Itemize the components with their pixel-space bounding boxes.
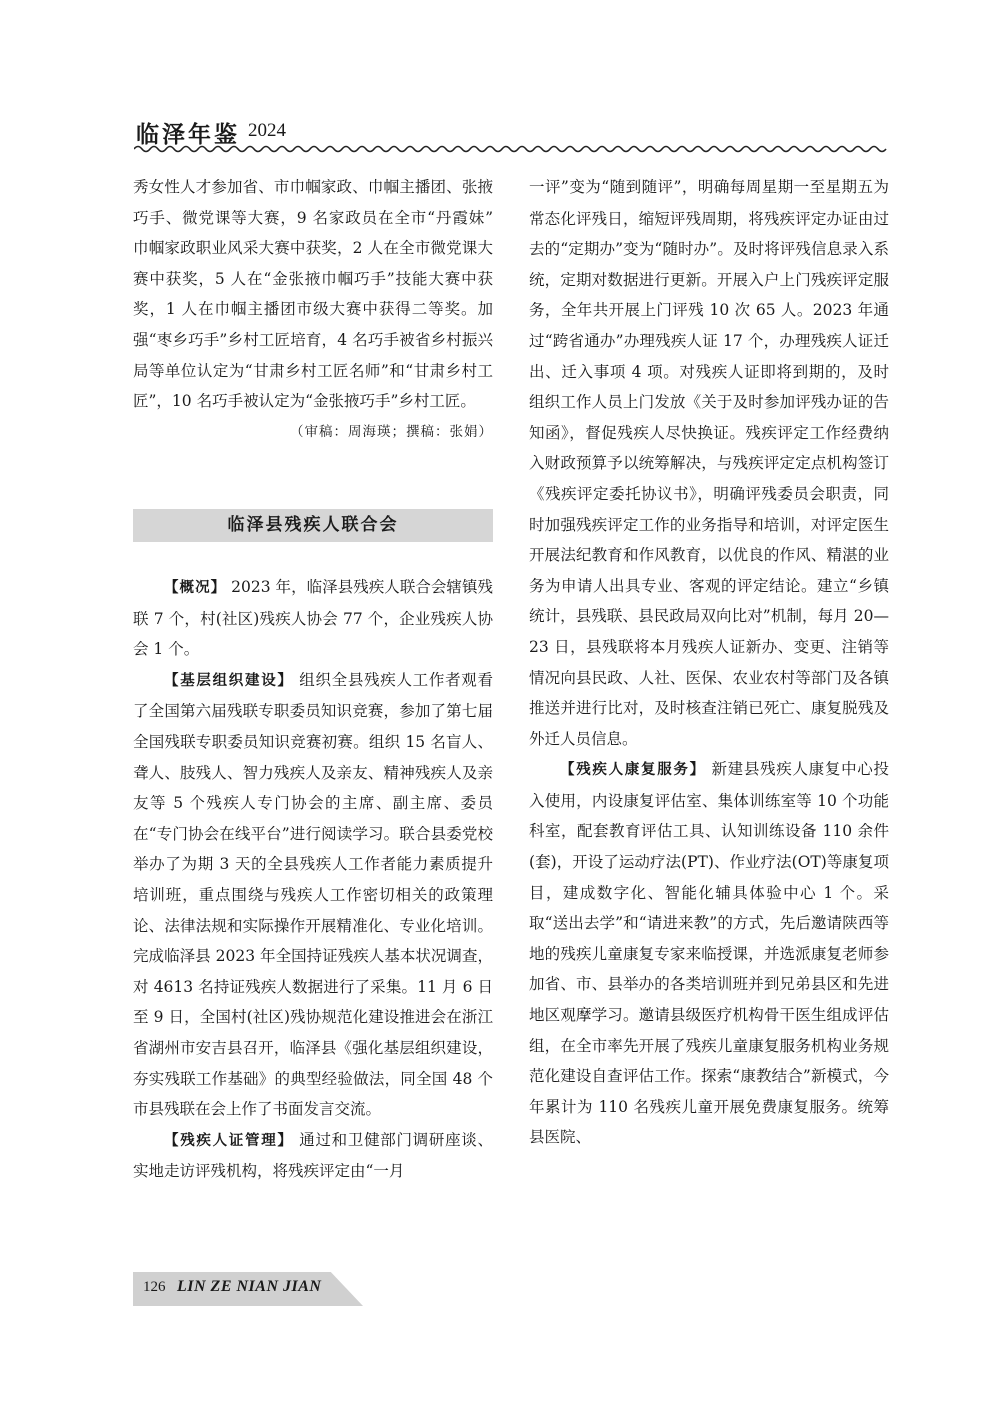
page-number: 126 (143, 1279, 166, 1295)
tag-rehab: 【残疾人康复服务】 (560, 762, 706, 779)
left-column-top (133, 172, 493, 447)
right-column (529, 172, 889, 1153)
paragraph-certificate (133, 1125, 493, 1187)
tag-overview: 【概况】 (164, 580, 227, 596)
paragraph-certificate-cont (529, 172, 889, 754)
text-grassroots: 组织全县残疾人工作者观看了全国第六届残联专职委员知识竞赛，参加了第七届全国残联专职委员知识竞赛初赛。组织 15 名盲人、聋人、肢残人、智力残疾人及亲友、精神残疾人及亲友等 5 个残疾人专门协会的主席、副主席、委员在“专门协会在线平台”进行阅读学习。联合县委党校举办了为期 3 天的全县残疾人工作者能力素质提升培训班，重点围绕与残疾人工作密切相关的政策理论、法律法规和实际操作开展精准化、专业化培训。完成临泽县 2023 年全国持证残疾人基本状况调查，对 4613 名持证残疾人数据进行了采集。11 月 6 日至 9 日，全国村(社区)残协规范化建设推进会在浙江省湖州市安吉县召开，临泽县《强化基层组织建设，夯实残联工作基础》的典型经验做法，同全国 48 个市县残联在会上作了书面发言交流。 (133, 670, 493, 1119)
continued-paragraph: 秀女性人才参加省、市巾帼家政、巾帼主播团、张掖巧手、微党课等大赛，9 名家政员在全市“丹霞妹” 巾帼家政职业风采大赛中获奖，2 人在全市微党课大赛中获奖，5 人在“金张掖巾帼巧手”技能大赛中获奖，1 人在巾帼主播团市级大赛中获得二等奖。加强“枣乡巧手”乡村工匠培育，4 名巧手被省乡村振兴局等单位认定为“甘肃乡村工匠名师”和“甘肃乡村工匠”，10 名巧手被认定为“金张掖巧手”乡村工匠。 (133, 178, 493, 411)
text-rehab: 新建县残疾人康复中心投入使用，内设康复评估室、集体训练室等 10 个功能科室，配套教育评估工具、认知训练设备 110 余件(套)，开设了运动疗法(PT)、作业疗法(OT)等康复项目，建成数字化、智能化辅具体验中心 1 个。采取“送出去学”和“请进来教”的方式，先后邀请陕西等地的残疾儿童康复专家来临授课，并选派康复老师参加省、市、县举办的各类培训班并到兄弟县区和先进地区观摩学习。邀请县级医疗机构骨干医生组成评估组，在全市率先开展了残疾儿童康复服务机构业务规范化建设自查评估工作。探索“康教结合”新模式，今年累计为 110 名残疾儿童开展免费康复服务。统筹县医院、 (529, 760, 889, 1147)
paragraph-rehab (529, 754, 889, 1153)
text-certificate-cont: 一评”变为“随到随评”，明确每周星期一至星期五为常态化评残日，缩短评残周期，将残疾评定办证由过去的“定期办”变为“随时办”。及时将评残信息录入系统，定期对数据进行更新。开展入户上门残疾评定服务，全年共开展上门评残 10 次 65 人。2023 年通过“跨省通办”办理残疾人证 17 个，办理残疾人证迁出、迁入事项 4 项。对残疾人证即将到期的，及时组织工作人员上门发放《关于及时参加评残办证的告知函》，督促残疾人尽快换证。残疾评定工作经费纳入财政预算予以统筹解决，与残疾评定定点机构签订《残疾评定委托协议书》，明确评残委员会职责，同时加强残疾评定工作的业务指导和培训，对评定医生开展法纪教育和作风教育，以优良的作风、精湛的业务为申请人出具专业、客观的评定结论。建立“乡镇统计，县残联、县民政局双向比对”机制，每月 20—23 日，县残联将本月残疾人证新办、变更、注销等情况向县民政、人社、医保、农业农村等部门及各镇推送并进行比对，及时核查注销已死亡、康复脱残及外迁人员信息。 (529, 178, 889, 748)
text-certificate: 通过和卫健部门调研座谈、实地走访评残机构，将残疾评定由“一月 (133, 1130, 493, 1181)
page-footer (133, 1272, 393, 1306)
section-title: 临泽县残疾人联合会 (133, 509, 493, 542)
left-column-body (133, 572, 493, 1187)
tag-certificate: 【残疾人证管理】 (164, 1132, 294, 1149)
header-wave-rule (134, 144, 890, 154)
page-header (134, 116, 890, 156)
paragraph-overview (133, 572, 493, 665)
yearbook-title: 临泽年鉴 (136, 122, 240, 148)
yearbook-year: 2024 (248, 120, 286, 141)
tag-grassroots: 【基层组织建设】 (164, 672, 294, 689)
text-overview: 2023 年，临泽县残疾人联合会辖镇残联 7 个，村(社区)残疾人协会 77 个，企业残疾人协会 1 个。 (133, 578, 494, 659)
footer-name: LIN ZE NIAN JIAN (177, 1278, 322, 1295)
paragraph-grassroots (133, 665, 493, 1125)
review-credit: （审稿：周海瑛；撰稿：张娟） (290, 423, 493, 440)
